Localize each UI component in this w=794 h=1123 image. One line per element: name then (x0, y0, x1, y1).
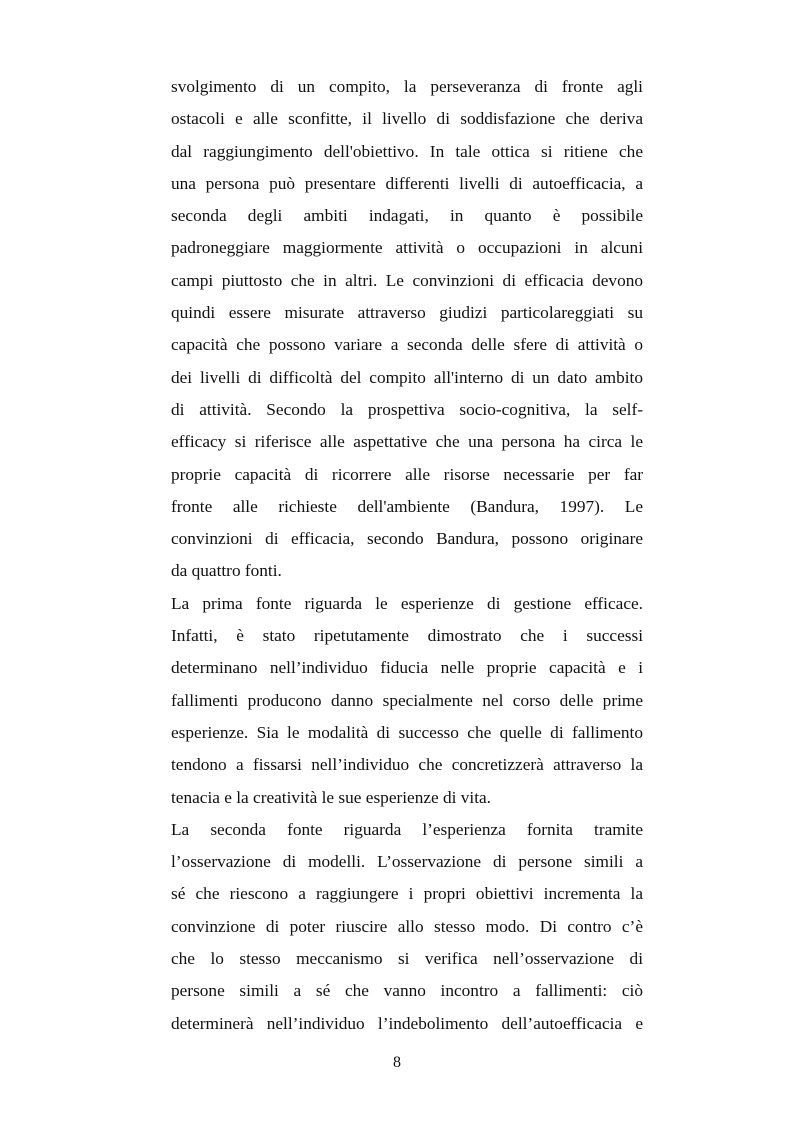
text-line: tendono a fissarsi nell’individuo che concretizzerà attraverso la (171, 755, 643, 775)
text-line: esperienze. Sia le modalità di successo che quelle di fallimento (171, 722, 643, 742)
text-line: sé che riescono a raggiungere i propri obiettivi incrementa la (171, 884, 643, 904)
text-line: l’osservazione di modelli. L’osservazione di persone simili a (171, 852, 643, 872)
text-line: una persona può presentare differenti livelli di autoefficacia, a (171, 173, 643, 193)
text-line: che lo stesso meccanismo si verifica nell’osservazione di (171, 949, 643, 969)
text-line: La prima fonte riguarda le esperienze di gestione efficace. (171, 593, 643, 613)
text-line: seconda degli ambiti indagati, in quanto è possibile (171, 206, 643, 226)
text-line: tenacia e la creatività le sue esperienze di vita. (171, 787, 492, 807)
text-line: padroneggiare maggiormente attività o occupazioni in alcuni (171, 238, 643, 258)
text-line: campi piuttosto che in altri. Le convinzioni di efficacia devono (171, 270, 643, 290)
text-line: efficacy si riferisce alle aspettative che una persona ha circa le (171, 432, 643, 452)
text-line: convinzioni di efficacia, secondo Bandura, possono originare (171, 529, 643, 549)
text-line: Infatti, è stato ripetutamente dimostrato che i successi (171, 626, 643, 646)
text-line: proprie capacità di ricorrere alle risorse necessarie per far (171, 464, 643, 484)
text-line: fallimenti producono danno specialmente nel corso delle prime (171, 690, 643, 710)
text-line: quindi essere misurate attraverso giudizi particolareggiati su (171, 303, 643, 323)
text-line: di attività. Secondo la prospettiva socio-cognitiva, la self- (171, 399, 643, 419)
text-line: dal raggiungimento dell'obiettivo. In tale ottica si ritiene che (171, 141, 643, 161)
text-line: determinano nell’individuo fiducia nelle proprie capacità e i (171, 658, 643, 678)
text-line: convinzione di poter riuscire allo stesso modo. Di contro c’è (171, 916, 643, 936)
text-line: fronte alle richieste dell'ambiente (Bandura, 1997). Le (171, 496, 643, 516)
text-line: persone simili a sé che vanno incontro a fallimenti: ciò (171, 981, 643, 1001)
text-line: svolgimento di un compito, la perseveranza di fronte agli (171, 77, 643, 96)
page-number: 8 (393, 1054, 401, 1071)
body-text (171, 71, 643, 1040)
text-line: capacità che possono variare a seconda delle sfere di attività o (171, 335, 643, 355)
text-line: dei livelli di difficoltà del compito all'interno di un dato ambito (171, 367, 643, 387)
text-line: ostacoli e alle sconfitte, il livello di soddisfazione che deriva (171, 109, 643, 129)
text-line: da quattro fonti. (171, 561, 282, 581)
text-line: La seconda fonte riguarda l’esperienza fornita tramite (171, 819, 643, 839)
text-line: determinerà nell’individuo l’indebolimento dell’autoefficacia e (171, 1013, 643, 1033)
